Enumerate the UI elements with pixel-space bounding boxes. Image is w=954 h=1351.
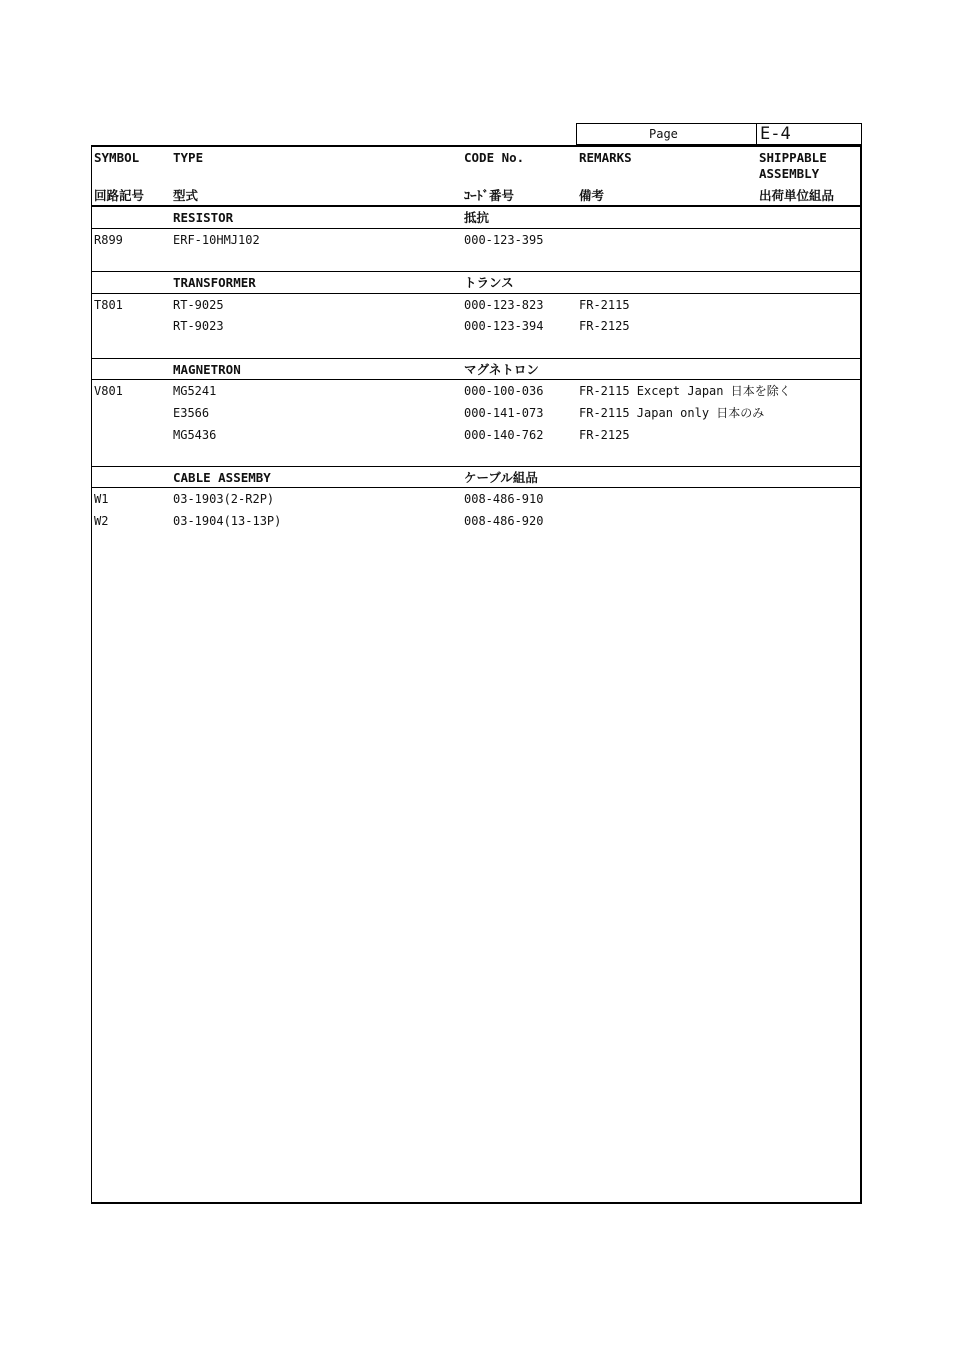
row-type: RT-9023: [173, 319, 224, 333]
row-code: 008-486-910: [464, 492, 544, 506]
row-remarks: FR-2125: [579, 428, 630, 442]
page-value: E-4: [760, 124, 791, 144]
row-type: ERF-10HMJ102: [173, 233, 260, 247]
row-symbol: W2: [94, 514, 109, 528]
row-remarks: FR-2115 Except Japan 日本を除く: [579, 384, 791, 398]
section-divider: [91, 293, 862, 294]
row-type: RT-9025: [173, 298, 224, 312]
section-separator: [91, 271, 862, 272]
row-type: MG5241: [173, 384, 217, 398]
header-remarks-ja: 備考: [579, 188, 605, 203]
row-code: 000-140-762: [464, 428, 544, 442]
section-divider: [91, 487, 862, 488]
section-separator: [91, 358, 862, 359]
header-type-ja: 型式: [173, 188, 199, 203]
section-title-ja: 抵抗: [464, 210, 490, 225]
section-title-en: CABLE ASSEMBY: [173, 470, 271, 485]
row-type: 03-1903(2-R2P): [173, 492, 275, 506]
header-remarks: REMARKS: [579, 150, 632, 165]
row-remarks: FR-2115: [579, 298, 630, 312]
section-title-en: TRANSFORMER: [173, 275, 256, 290]
page-box-divider: [756, 124, 757, 144]
section-title-en: RESISTOR: [173, 210, 234, 225]
header-divider: [91, 205, 862, 207]
row-code: 000-123-395: [464, 233, 544, 247]
row-symbol: T801: [94, 298, 123, 312]
row-symbol: W1: [94, 492, 109, 506]
section-title-ja: ケーブル組品: [464, 470, 538, 485]
page-label: Page: [649, 127, 678, 141]
header-shippable-1: SHIPPABLE: [759, 150, 827, 165]
row-type: MG5436: [173, 428, 217, 442]
row-code: 000-141-073: [464, 406, 544, 420]
row-remarks: FR-2115 Japan only 日本のみ: [579, 406, 765, 420]
page-number-box: [576, 123, 862, 145]
row-remarks: FR-2125: [579, 319, 630, 333]
header-shippable-2: ASSEMBLY: [759, 166, 820, 181]
header-symbol: SYMBOL: [94, 150, 140, 165]
row-symbol: V801: [94, 384, 123, 398]
row-symbol: R899: [94, 233, 123, 247]
header-type: TYPE: [173, 150, 204, 165]
header-code-ja: ｺｰﾄﾞ番号: [464, 188, 515, 203]
section-separator: [91, 466, 862, 467]
header-shippable-ja: 出荷単位組品: [759, 188, 835, 203]
header-symbol-ja: 回路記号: [94, 188, 145, 203]
section-title-ja: トランス: [464, 275, 514, 290]
header-code: CODE No.: [464, 150, 525, 165]
section-title-ja: マグネトロン: [464, 362, 539, 377]
row-code: 000-123-823: [464, 298, 544, 312]
row-code: 000-123-394: [464, 319, 544, 333]
section-divider: [91, 379, 862, 380]
row-type: 03-1904(13-13P): [173, 514, 282, 528]
row-type: E3566: [173, 406, 210, 420]
section-divider: [91, 228, 862, 229]
section-title-en: MAGNETRON: [173, 362, 241, 377]
row-code: 008-486-920: [464, 514, 544, 528]
row-code: 000-100-036: [464, 384, 544, 398]
